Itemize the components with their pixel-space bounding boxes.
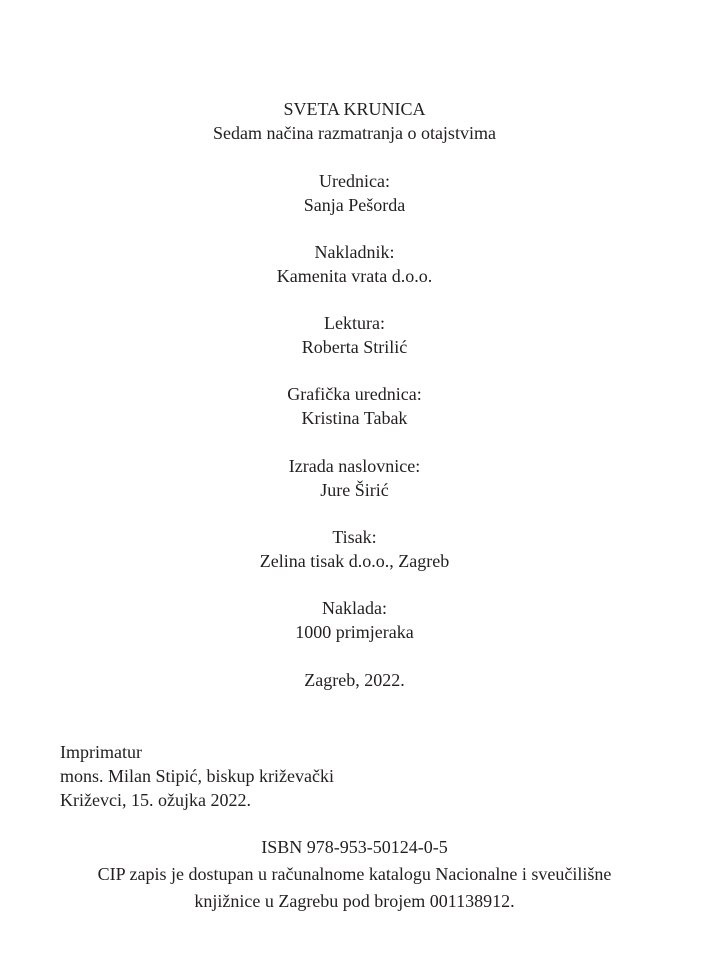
credit-role: Urednica: xyxy=(319,171,390,191)
cip-line-2: knjižnice u Zagrebu pod brojem 001138912. xyxy=(194,891,515,911)
credit-name: 1000 primjeraka xyxy=(295,622,414,642)
isbn-cip-block xyxy=(0,834,709,915)
book-title: SVETA KRUNICA xyxy=(283,99,426,119)
credit-name: Jure Širić xyxy=(320,480,389,500)
imprimatur-approver: mons. Milan Stipić, biskup križevački xyxy=(60,766,334,786)
place-date xyxy=(0,668,709,692)
credit-role: Grafička urednica: xyxy=(287,384,422,404)
credit-editor xyxy=(0,169,709,217)
book-subtitle: Sedam načina razmatranja o otajstvima xyxy=(213,123,496,143)
credit-print-run xyxy=(0,596,709,644)
credit-role: Naklada: xyxy=(322,598,387,618)
credit-name: Kamenita vrata d.o.o. xyxy=(276,266,433,286)
place-date-text: Zagreb, 2022. xyxy=(304,670,405,690)
credit-proofreading xyxy=(0,311,709,359)
credit-graphic-editor xyxy=(0,382,709,430)
imprimatur-heading: Imprimatur xyxy=(60,742,142,762)
imprimatur-block xyxy=(60,740,334,812)
title-block xyxy=(0,97,709,145)
credit-role: Tisak: xyxy=(332,527,377,547)
imprimatur-date: Križevci, 15. ožujka 2022. xyxy=(60,790,251,810)
credit-role: Izrada naslovnice: xyxy=(288,456,421,476)
credit-publisher xyxy=(0,240,709,288)
credit-name: Kristina Tabak xyxy=(301,408,408,428)
credit-printing xyxy=(0,525,709,573)
isbn: ISBN 978-953-50124-0-5 xyxy=(261,837,448,857)
credit-role: Nakladnik: xyxy=(314,242,395,262)
credit-cover-design xyxy=(0,454,709,502)
credit-name: Sanja Pešorda xyxy=(303,195,406,215)
credit-name: Zelina tisak d.o.o., Zagreb xyxy=(259,551,450,571)
cip-line-1: CIP zapis je dostupan u računalnome katalogu Nacionalne i sveučilišne xyxy=(97,864,612,884)
credit-role: Lektura: xyxy=(324,313,385,333)
credit-name: Roberta Strilić xyxy=(301,337,408,357)
